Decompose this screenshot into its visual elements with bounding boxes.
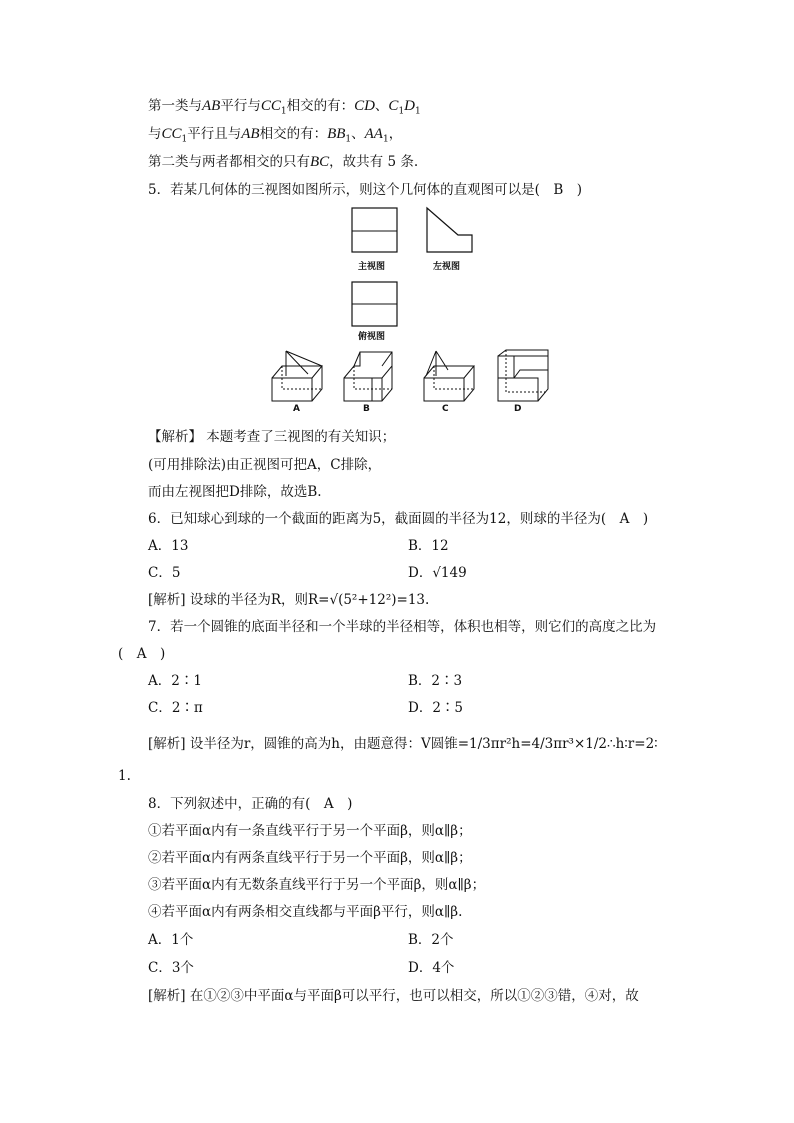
q6-option-D: D．√149 xyxy=(408,565,467,581)
q8-option-A: A．1个 xyxy=(148,932,194,948)
question-8: 8．下列叙述中，正确的有( A ) xyxy=(148,796,353,812)
option-solids xyxy=(268,348,558,408)
left-view-caption: 左视图 xyxy=(433,262,461,272)
q6-option-C: C．5 xyxy=(148,565,181,581)
q8-option-B: B．2个 xyxy=(408,932,454,948)
question-6: 6．已知球心到球的一个截面的距离为5，截面圆的半径为12，则球的半径为( A ) xyxy=(148,511,649,527)
analysis-5-line3: 而由左视图把D排除，故选B. xyxy=(148,484,322,500)
solid-D xyxy=(498,350,548,401)
three-view-diagram xyxy=(340,205,480,345)
option-A-caption: A xyxy=(293,404,300,414)
analysis-5-line2: (可用排除法)由正视图可把A，C排除， xyxy=(148,457,382,473)
question-5: 5．若某几何体的三视图如图所示，则这个几何体的直观图可以是( B ) xyxy=(148,182,583,198)
q8-option-C: C．3个 xyxy=(148,960,194,976)
solid-A xyxy=(272,351,322,401)
text-line: 第一类与AB平行与$CC_1$相交的有：CD、$C_1D_1$ xyxy=(148,98,421,117)
analysis-6: [解析] 设球的半径为R，则R=√(5²+12²)=13. xyxy=(148,592,430,608)
text-line: 第二类与两者都相交的只有BC，故共有 5 条. xyxy=(148,154,419,170)
option-C-caption: C xyxy=(442,404,449,414)
analysis-7: [解析] 设半径为r，圆锥的高为h，由题意得：V圆锥=1/3πr²h=4/3πr³×1/2∴h∶r=2∶ xyxy=(148,736,658,752)
top-view-caption: 俯视图 xyxy=(358,332,386,342)
solid-B xyxy=(344,352,392,401)
q7-option-B: B．2∶3 xyxy=(408,673,463,689)
q6-option-A: A．13 xyxy=(148,538,189,554)
front-view-rect xyxy=(352,208,397,252)
question-7-answer: ( A ) xyxy=(118,646,166,662)
left-view-shape xyxy=(427,208,472,252)
analysis-8: [解析] 在①②③中平面α与平面β可以平行，也可以相交，所以①②③错，④对，故 xyxy=(148,988,639,1004)
solid-C xyxy=(424,351,474,401)
q6-option-B: B．12 xyxy=(408,538,449,554)
q8-statement-2: ②若平面α内有两条直线平行于另一个平面β，则α∥β； xyxy=(148,850,472,866)
q8-statement-3: ③若平面α内有无数条直线平行于另一个平面β，则α∥β； xyxy=(148,877,486,893)
front-view-caption: 主视图 xyxy=(358,262,386,272)
q7-option-C: C．2∶π xyxy=(148,700,203,716)
analysis-7-end: 1. xyxy=(118,768,131,784)
q7-option-D: D．2∶5 xyxy=(408,700,464,716)
q8-statement-4: ④若平面α内有两条相交直线都与平面β平行，则α∥β. xyxy=(148,904,463,920)
q7-option-A: A．2∶1 xyxy=(148,673,202,689)
option-B-caption: B xyxy=(363,404,370,414)
q8-statement-1: ①若平面α内有一条直线平行于另一个平面β，则α∥β； xyxy=(148,823,472,839)
text-line: 与$CC_1$平行且与AB相交的有：$BB_1$、$AA_1$， xyxy=(148,126,403,145)
question-7: 7．若一个圆锥的底面半径和一个半球的半径相等，体积也相等，则它们的高度之比为 xyxy=(148,619,657,635)
analysis-5-line1: 【解析】 本题考查了三视图的有关知识； xyxy=(148,429,396,445)
q8-option-D: D．4个 xyxy=(408,960,455,976)
option-D-caption: D xyxy=(514,404,522,414)
